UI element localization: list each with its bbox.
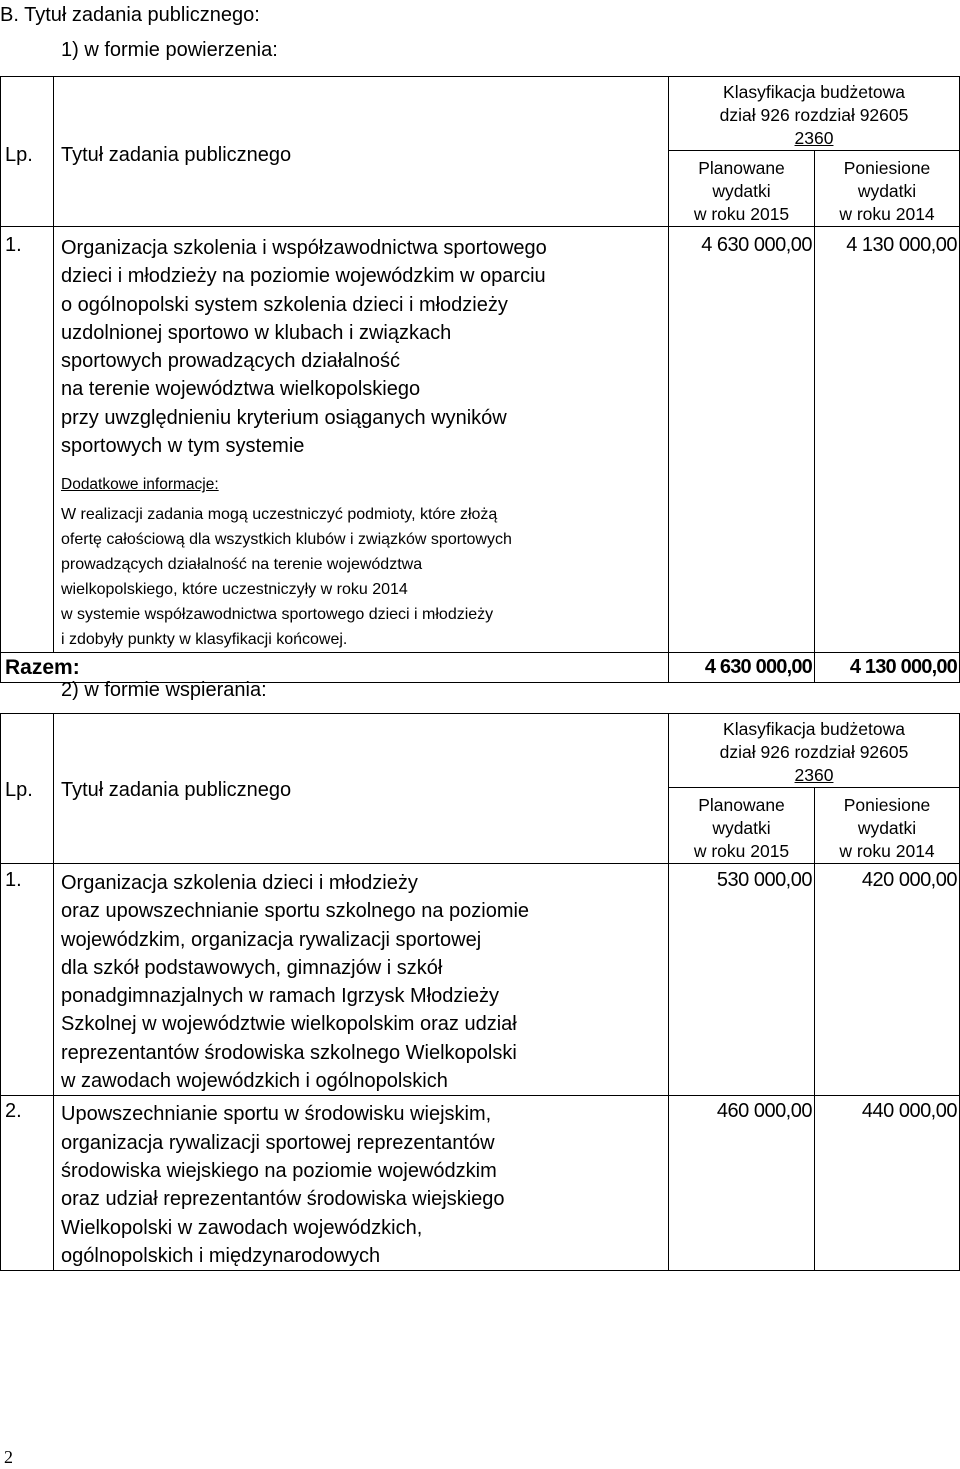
task-title-cell (54, 1096, 669, 1271)
section-heading: B. Tytuł zadania publicznego: (0, 4, 260, 26)
additional-info-heading: Dodatkowe informacje: (61, 476, 219, 494)
row-number: 2. (1, 1096, 54, 1271)
klas-line-3: 2360 (794, 765, 834, 785)
additional-info-text: W realizacji zadania mogą uczestniczyć podmioty, które złożą ofertę całościową dla wszystkich klubów i związków sportowych prowadzących działalność na terenie województwa wielkopolskiego, które uczestniczyły w roku 2014 w systemie współzawodnictwa sportowego dzieci i młodzieży i zdobyły punkty w klasyfikacji końcowej. (61, 506, 512, 649)
planned-amount: 530 000,00 (669, 864, 815, 1096)
task-title: Upowszechnianie sportu w środowisku wiejskim, organizacja rywalizacji sportowej reprezentantów środowiska wiejskiego na poziomie wojewódzkim oraz udział reprezentantów środowiska wiejskiego Wielkopolski w zawodach wojewódzkich, ogólnopolskich i międzynarodowych (61, 1103, 505, 1267)
planned-header: Planowane wydatki w roku 2015 (669, 151, 815, 227)
incurred-header: Poniesione wydatki w roku 2014 (815, 151, 960, 227)
planned-header: Planowane wydatki w roku 2015 (669, 788, 815, 864)
klas-line-2: dział 926 rozdział 92605 (719, 742, 909, 762)
klas-line-1: Klasyfikacja budżetowa (723, 719, 905, 739)
incurred-amount: 4 130 000,00 (815, 227, 960, 653)
total-incurred: 4 130 000,00 (815, 653, 960, 683)
task-title-cell (54, 227, 669, 653)
table-header-row (1, 77, 960, 151)
task-title: Organizacja szkolenia i współzawodnictwa sportowego dzieci i młodzieży na poziomie wojewódzkim w oparciu o ogólnopolski system szkolenia dzieci i młodzieży uzdolnionej sportowo w klubach i związkach sportowych prowadzących działalność na terenie województwa wielkopolskiego przy uwzględnieniu kryterium osiąganych wyników sportowych w tym systemie (61, 237, 547, 458)
budget-classification-header (669, 714, 960, 788)
budget-classification-header (669, 77, 960, 151)
planned-amount: 4 630 000,00 (669, 227, 815, 653)
row-number: 1. (1, 227, 54, 653)
subsection-powierzenie: 1) w formie powierzenia: (61, 39, 278, 61)
table-powierzenie (0, 76, 960, 683)
task-title: Organizacja szkolenia dzieci i młodzieży oraz upowszechnianie sportu szkolnego na poziomie wojewódzkim, organizacja rywalizacji sportowej dla szkół podstawowych, gimnazjów i szkół ponadgimnazjalnych w ramach Igrzysk Młodzieży Szkolnej w województwie wielkopolskim oraz udział reprezentantów środowiska szkolnego Wielkopolski w zawodach wojewódzkich i ogólnopolskich (61, 872, 530, 1093)
klas-line-2: dział 926 rozdział 92605 (719, 105, 909, 125)
task-title-cell (54, 864, 669, 1096)
title-header: Tytuł zadania publicznego (54, 714, 669, 864)
table-row (1, 1096, 960, 1271)
lp-header: Lp. (1, 714, 54, 864)
row-number: 1. (1, 864, 54, 1096)
incurred-amount: 440 000,00 (815, 1096, 960, 1271)
page-number: 2 (4, 1447, 13, 1467)
klas-line-3: 2360 (794, 128, 834, 148)
total-label: Razem: (1, 653, 669, 683)
table-row (1, 227, 960, 653)
incurred-amount: 420 000,00 (815, 864, 960, 1096)
incurred-header: Poniesione wydatki w roku 2014 (815, 788, 960, 864)
title-header: Tytuł zadania publicznego (54, 77, 669, 227)
lp-header: Lp. (1, 77, 54, 227)
table-header-row (1, 714, 960, 788)
table-row (1, 864, 960, 1096)
table-wspieranie (0, 713, 960, 1271)
planned-amount: 460 000,00 (669, 1096, 815, 1271)
total-planned: 4 630 000,00 (669, 653, 815, 683)
subsection-wspieranie: 2) w formie wspierania: (61, 679, 267, 701)
klas-line-1: Klasyfikacja budżetowa (723, 82, 905, 102)
